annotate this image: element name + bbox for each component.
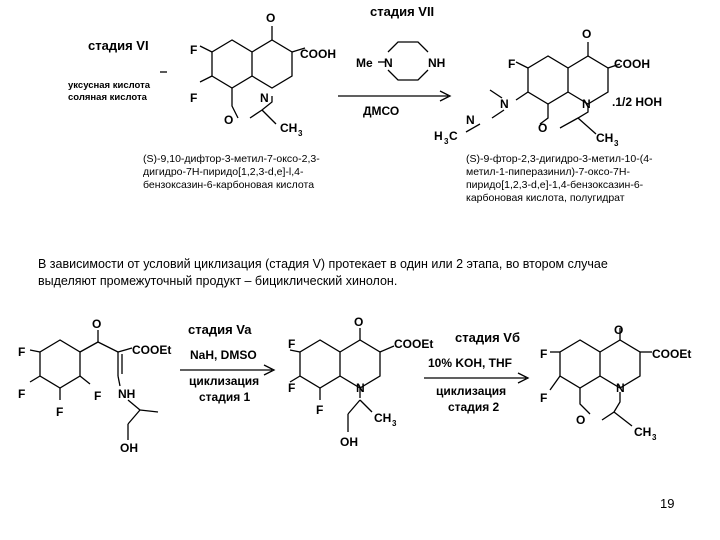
svg-text:F: F [288, 381, 296, 395]
svg-text:Me: Me [356, 56, 373, 70]
stage-6-reagent-acetic: уксусная кислота [68, 80, 151, 91]
svg-text:COOH: COOH [614, 57, 650, 71]
svg-text:N: N [466, 113, 475, 127]
svg-text:F: F [288, 337, 296, 351]
svg-text:NH: NH [428, 56, 446, 70]
svg-text:3: 3 [614, 139, 619, 148]
svg-text:O: O [538, 121, 548, 135]
svg-text:F: F [18, 345, 26, 359]
svg-text:C: C [449, 129, 458, 143]
svg-text:CH: CH [280, 121, 298, 135]
svg-text:O: O [354, 315, 364, 329]
svg-text:O: O [266, 11, 276, 25]
svg-text:F: F [190, 43, 198, 57]
svg-text:CH: CH [596, 131, 614, 145]
svg-text:OH: OH [120, 441, 138, 455]
svg-text:F: F [56, 405, 64, 419]
reactant-name: (S)-9,10-дифтор-3-метил-7-оксо-2,3-дигидро-7H-пиридо[1,2,3-d,e]-l,4-бензоксазин-6-карбоновая кислота [143, 153, 320, 191]
svg-text:OH: OH [340, 435, 358, 449]
svg-text:3: 3 [444, 137, 449, 146]
svg-text:F: F [508, 57, 516, 71]
cyclization-2-label: циклизация [436, 384, 507, 398]
svg-text:CH: CH [374, 411, 392, 425]
svg-text:F: F [540, 391, 548, 405]
svg-text:NH: NH [118, 387, 136, 401]
cyclization-2-stage: стадия 2 [448, 400, 500, 414]
bottom-scheme-structures [0, 300, 720, 470]
svg-text:3: 3 [392, 419, 397, 428]
product-hemihydrate: .1/2 HOH [612, 95, 663, 109]
cyclization-1-label: циклизация [189, 374, 260, 388]
svg-text:O: O [582, 27, 592, 41]
svg-text:3: 3 [298, 129, 303, 138]
stage-6-label: стадия VI [88, 38, 149, 53]
svg-text:O: O [224, 113, 234, 127]
stage-5a-label: стадия Va [188, 322, 252, 337]
svg-text:N: N [356, 381, 365, 395]
svg-text:O: O [576, 413, 586, 427]
svg-text:O: O [614, 323, 624, 337]
svg-text:COOEt: COOEt [652, 347, 692, 361]
stage-5a-reagent: NaH, DMSO [190, 348, 257, 362]
svg-text:F: F [18, 387, 26, 401]
stage-5b-reagent: 10% KOH, THF [428, 356, 513, 370]
svg-text:N: N [500, 97, 509, 111]
svg-text:O: O [92, 317, 102, 331]
svg-text:COOEt: COOEt [394, 337, 434, 351]
svg-text:N: N [384, 56, 393, 70]
product-name: (S)-9-фтор-2,3-дигидро-3-метил-10-(4-метил-1-пиперазинил)-7-оксо-7H-пиридо[1,2,3-d,e]-1,4-бензоксазин-6-карбоновая кислота, полугидрат [466, 153, 653, 204]
svg-text:CH: CH [634, 425, 652, 439]
svg-text:F: F [94, 389, 102, 403]
stage-5b-label: стадия Vб [455, 330, 520, 345]
svg-text:H: H [434, 129, 443, 143]
stage-7-solvent: ДМСО [363, 104, 400, 118]
explanation-paragraph: В зависимости от условий циклизация (стадия V) протекает в один или 2 этапа, во втором случае выделяют промежуточный продукт – бициклический хинолон. [38, 257, 608, 288]
svg-text:F: F [190, 91, 198, 105]
svg-text:3: 3 [652, 433, 657, 442]
svg-text:F: F [540, 347, 548, 361]
page-number: 19 [660, 496, 675, 511]
cyclization-1-stage: стадия 1 [199, 390, 251, 404]
svg-text:N: N [616, 381, 625, 395]
svg-text:COOEt: COOEt [132, 343, 172, 357]
stage-7-label: стадия VII [370, 4, 435, 19]
svg-text:N: N [260, 91, 269, 105]
svg-text:COOH: COOH [300, 47, 336, 61]
stage-6-reagent-hydrochloric: соляная кислота [68, 92, 147, 103]
svg-text:F: F [316, 403, 324, 417]
svg-text:N: N [582, 97, 591, 111]
top-scheme-structures [0, 0, 720, 150]
